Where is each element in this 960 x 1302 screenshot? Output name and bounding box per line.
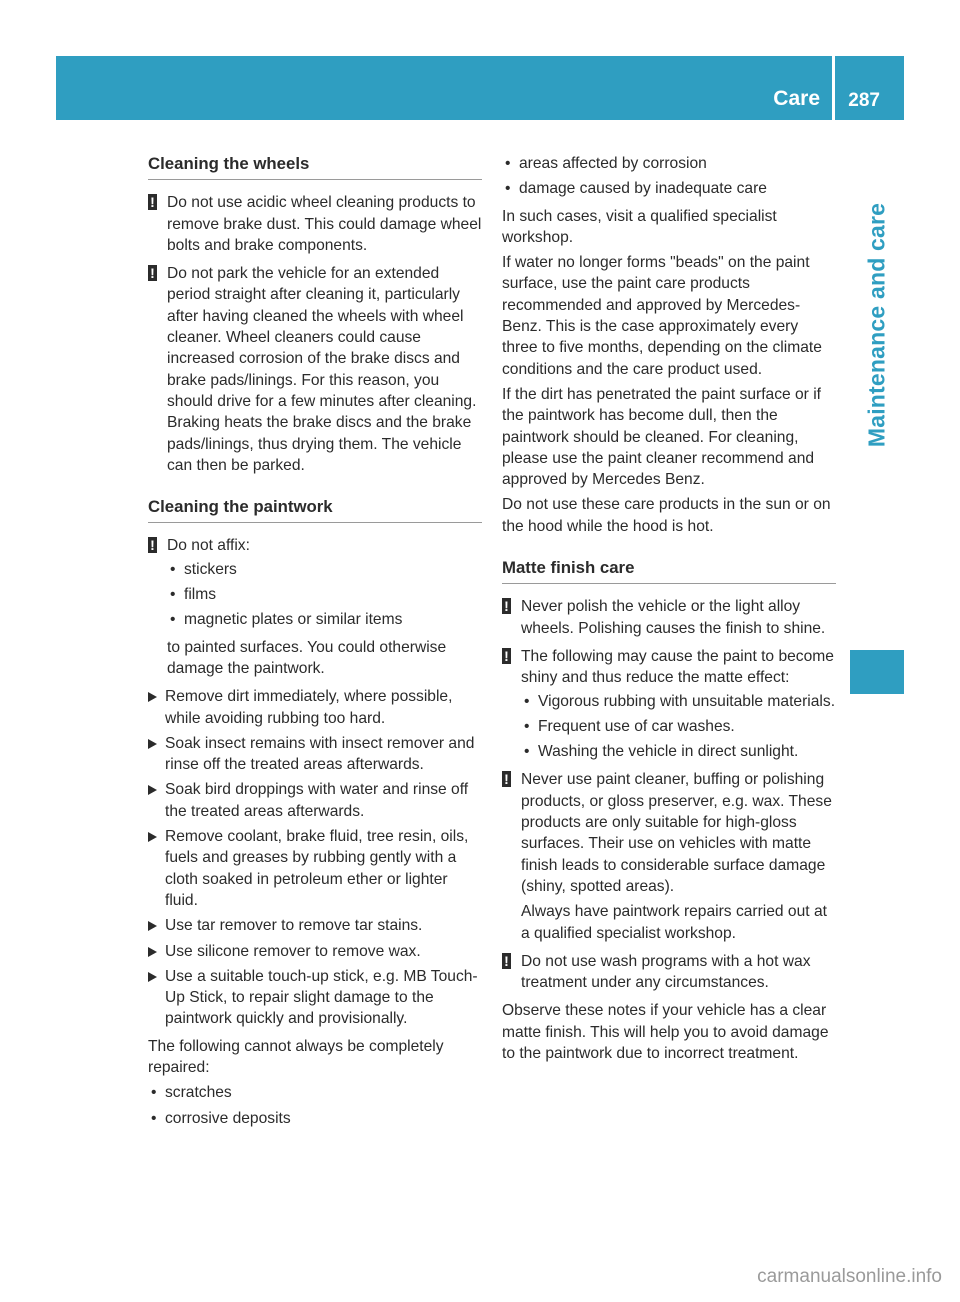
warning-icon: ! <box>502 648 511 664</box>
warning-text: Do not affix: <box>167 537 250 555</box>
side-tab-marker <box>850 650 904 694</box>
watermark: carmanualsonline.info <box>757 1266 942 1287</box>
warning-note <box>148 535 482 679</box>
paragraph: Do not use these care products in the sun or on the hood while the hood is hot. <box>502 496 831 535</box>
bullet-list <box>167 559 482 631</box>
side-tab[interactable] <box>850 120 904 530</box>
warning-note <box>502 951 836 994</box>
paragraph: Observe these notes if your vehicle has a clear matte finish. This will help you to avoid damage to the paintwork due to incorrect treatment. <box>502 1002 829 1062</box>
right-column <box>502 153 836 1068</box>
step-arrow-icon <box>148 947 157 957</box>
page-number: 287 <box>848 90 880 111</box>
step-item <box>148 733 482 776</box>
bullet-list <box>502 153 836 200</box>
bullet-list <box>521 691 836 763</box>
list-item: • damage caused by inadequate care <box>502 178 836 199</box>
heading-cleaning-wheels: Cleaning the wheels <box>148 153 482 180</box>
list-item: • corrosive deposits <box>148 1108 482 1129</box>
warning-text: Never use paint cleaner, buffing or polishing products, or gloss preserver, e.g. wax. These products are only suitable for high-gloss surfaces. Their use on vehicles with matte finish leads to considerable surface damage (shiny, spotted areas). <box>521 771 832 895</box>
warning-note <box>502 769 836 943</box>
left-column <box>148 153 482 1135</box>
step-item <box>148 915 482 936</box>
list-item: • Vigorous rubbing with unsuitable materials. <box>521 691 836 712</box>
bullet-list <box>148 1082 482 1129</box>
step-text: Use tar remover to remove tar stains. <box>165 917 423 935</box>
warning-icon: ! <box>502 771 511 787</box>
warning-icon: ! <box>148 537 157 553</box>
warning-text: Do not use acidic wheel cleaning products to remove brake dust. This could damage wheel bolts and brake components. <box>167 194 482 254</box>
warning-text: to painted surfaces. You could otherwise damage the paintwork. <box>167 638 447 677</box>
list-item: • magnetic plates or similar items <box>167 609 482 630</box>
step-text: Remove dirt immediately, where possible, while avoiding rubbing too hard. <box>165 688 453 727</box>
list-item: • stickers <box>167 559 482 580</box>
step-item <box>148 779 482 822</box>
paragraph: In such cases, visit a qualified specialist workshop. <box>502 207 777 246</box>
warning-icon: ! <box>502 953 511 969</box>
list-item: • scratches <box>148 1082 482 1103</box>
step-text: Use silicone remover to remove wax. <box>165 942 421 960</box>
step-text: Soak insect remains with insect remover and rinse off the treated areas afterwards. <box>165 734 475 774</box>
side-tab-label: Maintenance and care <box>863 202 890 448</box>
warning-text: Do not park the vehicle for an extended period straight after cleaning it, particularly after having cleaned the wheels with wheel cleaner. Wheel cleaners could cause increased corrosion of the brake discs and brake pads/linings. For this reason, you should drive for a few minutes after cleaning. Braking heats the brake discs and the brake pads/linings, thus drying them. The vehicle can then be parked. <box>167 265 477 474</box>
step-text: Soak bird droppings with water and rinse off the treated areas afterwards. <box>165 781 469 820</box>
warning-note <box>502 646 836 762</box>
list-item: • Frequent use of car washes. <box>521 716 836 737</box>
step-arrow-icon <box>148 692 157 702</box>
list-item: • Washing the vehicle in direct sunlight. <box>521 741 836 762</box>
paragraph: If water no longer forms "beads" on the paint surface, use the paint care products recommended and approved by Mercedes-Benz. This is the case approximately every three to five months, depending on the climate conditions and the care product used. <box>502 254 822 378</box>
step-arrow-icon <box>148 921 157 931</box>
header-bar <box>56 56 904 120</box>
step-text: Use a suitable touch-up stick, e.g. MB Touch-Up Stick, to repair slight damage to the paintwork quickly and provisionally. <box>165 967 478 1028</box>
step-arrow-icon <box>148 832 157 842</box>
section-title: Care <box>773 87 820 110</box>
warning-text: Always have paintwork repairs carried out at a qualified specialist workshop. <box>521 903 827 942</box>
heading-cleaning-paintwork: Cleaning the paintwork <box>148 496 482 523</box>
list-item: • areas affected by corrosion <box>502 153 836 174</box>
step-arrow-icon <box>148 785 157 795</box>
step-item <box>148 941 482 962</box>
warning-text: Never polish the vehicle or the light alloy wheels. Polishing causes the finish to shine. <box>521 598 826 637</box>
paragraph: If the dirt has penetrated the paint surface or if the paintwork has become dull, then the paintwork should be cleaned. For cleaning, please use the paint cleaner recommend and approved by Mercedes Benz. <box>502 385 821 489</box>
step-item <box>148 966 482 1030</box>
heading-matte-finish: Matte finish care <box>502 557 836 584</box>
step-item <box>148 686 482 729</box>
step-arrow-icon <box>148 972 157 982</box>
warning-note <box>148 263 482 476</box>
step-text: Remove coolant, brake fluid, tree resin, oils, fuels and greases by rubbing gently with a cloth soaked in petroleum ether or lighter fluid. <box>165 828 469 909</box>
paragraph: The following cannot always be completely repaired: <box>148 1037 444 1076</box>
warning-note <box>502 596 836 639</box>
step-item <box>148 826 482 911</box>
header-divider <box>832 56 835 120</box>
step-list <box>148 686 482 1029</box>
warning-text: Do not use wash programs with a hot wax treatment under any circumstances. <box>521 952 811 992</box>
step-arrow-icon <box>148 739 157 749</box>
warning-note <box>148 192 482 256</box>
warning-text: The following may cause the paint to become shiny and thus reduce the matte effect: <box>521 647 834 687</box>
warning-icon: ! <box>148 265 157 281</box>
warning-icon: ! <box>502 598 511 614</box>
warning-icon: ! <box>148 194 157 210</box>
list-item: • films <box>167 584 482 605</box>
